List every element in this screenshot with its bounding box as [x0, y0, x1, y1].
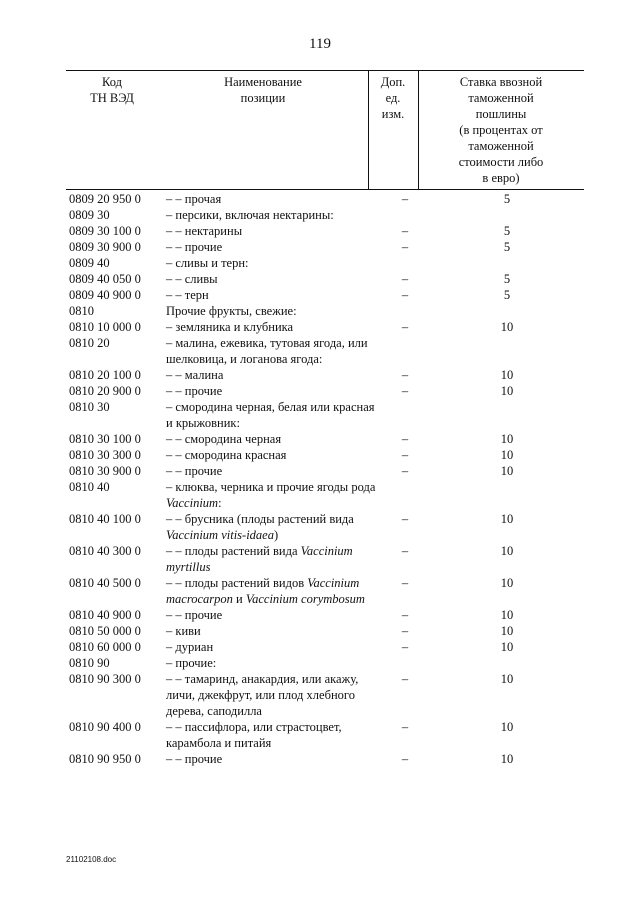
row-rate: 10 — [500, 432, 514, 446]
row-code: 0810 20 900 0 — [69, 384, 141, 398]
row-rate: 10 — [500, 464, 514, 478]
row-unit: – — [401, 192, 409, 206]
row-name-segment: Vaccinium corymbosum — [245, 592, 365, 606]
row-name — [161, 543, 378, 575]
table-row — [66, 511, 584, 543]
row-name — [161, 655, 378, 671]
row-rate: 10 — [500, 624, 514, 638]
table-row — [66, 671, 584, 719]
row-unit — [378, 335, 432, 367]
row-name — [161, 255, 378, 271]
row-unit: – — [401, 672, 409, 686]
table-row — [66, 463, 584, 479]
table-row — [66, 543, 584, 575]
row-code: 0809 30 — [69, 208, 110, 222]
row-name — [161, 287, 378, 303]
header-code: Код ТН ВЭД — [90, 75, 134, 105]
footer-filename: 21102108.doc — [66, 855, 117, 864]
row-unit: – — [401, 576, 409, 590]
row-name-segment: – – прочие — [166, 752, 223, 766]
row-name-segment: – – нектарины — [166, 224, 243, 238]
row-rate: 5 — [503, 192, 511, 206]
row-unit — [378, 479, 432, 511]
table-row — [66, 335, 584, 367]
row-rate: 10 — [500, 672, 514, 686]
row-name-segment: Vaccinium — [166, 496, 219, 510]
row-unit: – — [401, 240, 409, 254]
table-row — [66, 575, 584, 607]
table-top-rule — [66, 70, 584, 71]
row-name-segment: – – прочие — [166, 464, 223, 478]
page-number: 119 — [309, 36, 331, 52]
row-rate: 10 — [500, 544, 514, 558]
row-unit: – — [401, 272, 409, 286]
table-row — [66, 655, 584, 671]
table-row — [66, 255, 584, 271]
row-name — [161, 191, 378, 207]
row-name — [161, 463, 378, 479]
row-name-segment: – – смородина красная — [166, 448, 287, 462]
row-rate: 10 — [500, 512, 514, 526]
row-name — [161, 719, 378, 751]
row-name-segment: : — [218, 496, 222, 510]
row-name — [161, 447, 378, 463]
row-rate: 10 — [500, 320, 514, 334]
row-unit — [378, 655, 432, 671]
row-name — [161, 639, 378, 655]
row-name — [161, 383, 378, 399]
row-name-segment: – киви — [166, 624, 201, 638]
row-rate: 10 — [500, 576, 514, 590]
row-name-segment: – – плоды растений вида — [166, 544, 301, 558]
row-name-segment: Vaccinium macrocarpon — [166, 576, 360, 606]
row-name-segment: – – прочие — [166, 608, 223, 622]
row-unit — [378, 207, 432, 223]
row-code: 0810 90 950 0 — [69, 752, 141, 766]
row-name-segment: – – брусника (плоды растений вида — [166, 512, 354, 526]
row-name-segment: – персики, включая нектарины: — [166, 208, 334, 222]
row-name — [161, 623, 378, 639]
row-code: 0810 40 — [69, 480, 110, 494]
row-rate — [432, 399, 582, 431]
row-name-segment: – клюква, черника и прочие ягоды рода — [166, 480, 376, 494]
row-name-segment: – – прочие — [166, 384, 223, 398]
row-name-segment: Vaccinium vitis-idaea — [166, 528, 274, 542]
row-code: 0810 — [69, 304, 94, 318]
row-name-segment: ) — [273, 528, 279, 542]
row-unit: – — [401, 544, 409, 558]
row-code: 0810 30 900 0 — [69, 464, 141, 478]
row-name-segment: – – пассифлора, или страстоцвет, карамбола и питайя — [166, 720, 342, 750]
row-code: 0810 90 300 0 — [69, 672, 141, 686]
row-unit: – — [401, 608, 409, 622]
row-name-segment: и — [232, 592, 246, 606]
row-code: 0810 40 300 0 — [69, 544, 141, 558]
table-row — [66, 207, 584, 223]
header-name: Наименование позиции — [224, 75, 302, 105]
row-unit: – — [401, 320, 409, 334]
row-rate — [432, 479, 582, 511]
row-code: 0809 20 950 0 — [69, 192, 141, 206]
row-name-segment: – – сливы — [166, 272, 218, 286]
row-rate: 5 — [503, 224, 511, 238]
row-unit — [378, 303, 432, 319]
row-unit — [378, 255, 432, 271]
tariff-table-body — [66, 191, 584, 767]
table-row — [66, 319, 584, 335]
header-rate: Ставка ввозной таможенной пошлины (в процентах от таможенной стоимости либо в евро) — [458, 75, 544, 185]
table-row — [66, 431, 584, 447]
row-rate: 10 — [500, 720, 514, 734]
row-rate — [432, 303, 582, 319]
row-name-segment: – – плоды растений видов — [166, 576, 308, 590]
row-rate: 10 — [500, 384, 514, 398]
table-row — [66, 719, 584, 751]
row-name — [161, 671, 378, 719]
table-row — [66, 607, 584, 623]
row-unit: – — [401, 464, 409, 478]
row-name — [161, 431, 378, 447]
table-row — [66, 239, 584, 255]
row-unit: – — [401, 368, 409, 382]
row-name-segment: – прочие: — [166, 656, 217, 670]
row-code: 0809 40 900 0 — [69, 288, 141, 302]
row-rate — [432, 255, 582, 271]
row-name — [161, 319, 378, 335]
row-name — [161, 367, 378, 383]
row-code: 0810 90 400 0 — [69, 720, 141, 734]
row-code: 0810 20 — [69, 336, 110, 350]
row-rate — [432, 335, 582, 367]
row-rate: 10 — [500, 752, 514, 766]
row-unit: – — [401, 432, 409, 446]
table-row — [66, 751, 584, 767]
row-code: 0810 90 — [69, 656, 110, 670]
table-row — [66, 623, 584, 639]
row-rate: 5 — [503, 240, 511, 254]
row-name-segment: – земляника и клубника — [166, 320, 294, 334]
row-unit: – — [401, 384, 409, 398]
row-name-segment: Прочие фрукты, свежие: — [166, 304, 297, 318]
table-row — [66, 479, 584, 511]
row-name-segment: – – прочие — [166, 240, 223, 254]
row-rate — [432, 655, 582, 671]
row-code: 0810 40 500 0 — [69, 576, 141, 590]
row-name-segment: – смородина черная, белая или красная и крыжовник: — [166, 400, 375, 430]
row-name-segment: – сливы и терн: — [166, 256, 249, 270]
row-name — [161, 239, 378, 255]
row-rate: 10 — [500, 608, 514, 622]
table-row — [66, 367, 584, 383]
row-code: 0810 10 000 0 — [69, 320, 141, 334]
row-code: 0810 30 — [69, 400, 110, 414]
row-name — [161, 479, 378, 511]
row-name — [161, 335, 378, 367]
row-rate: 5 — [503, 288, 511, 302]
row-name — [161, 511, 378, 543]
row-name-segment: – – терн — [166, 288, 209, 302]
row-name — [161, 303, 378, 319]
row-rate: 10 — [500, 368, 514, 382]
row-code: 0810 60 000 0 — [69, 640, 141, 654]
row-rate: 5 — [503, 272, 511, 286]
row-name-segment: – дуриан — [166, 640, 214, 654]
row-code: 0810 40 100 0 — [69, 512, 141, 526]
row-name — [161, 575, 378, 607]
row-name — [161, 207, 378, 223]
header-bottom-rule — [66, 189, 584, 190]
row-unit: – — [401, 288, 409, 302]
row-name — [161, 271, 378, 287]
header-unit: Доп. ед. изм. — [380, 75, 406, 121]
row-code: 0809 40 — [69, 256, 110, 270]
row-unit: – — [401, 624, 409, 638]
row-code: 0809 40 050 0 — [69, 272, 141, 286]
row-unit: – — [401, 640, 409, 654]
row-code: 0809 30 100 0 — [69, 224, 141, 238]
row-name-segment: – – прочая — [166, 192, 222, 206]
row-code: 0810 20 100 0 — [69, 368, 141, 382]
row-rate — [432, 207, 582, 223]
row-code: 0810 30 300 0 — [69, 448, 141, 462]
row-unit: – — [401, 720, 409, 734]
row-rate: 10 — [500, 448, 514, 462]
table-row — [66, 287, 584, 303]
row-rate: 10 — [500, 640, 514, 654]
row-name — [161, 607, 378, 623]
table-row — [66, 191, 584, 207]
row-code: 0809 30 900 0 — [69, 240, 141, 254]
row-code: 0810 50 000 0 — [69, 624, 141, 638]
row-unit: – — [401, 224, 409, 238]
table-row — [66, 447, 584, 463]
table-row — [66, 383, 584, 399]
row-unit: – — [401, 448, 409, 462]
row-name-segment: Vaccinium myrtillus — [166, 544, 353, 574]
table-row — [66, 639, 584, 655]
row-name — [161, 223, 378, 239]
row-name-segment: – – малина — [166, 368, 224, 382]
row-name-segment: – – смородина черная — [166, 432, 282, 446]
row-code: 0810 30 100 0 — [69, 432, 141, 446]
table-row — [66, 399, 584, 431]
table-row — [66, 271, 584, 287]
row-name-segment: – – тамаринд, анакардия, или акажу, личи, джекфрут, или плод хлебного дерева, саподилла — [166, 672, 359, 718]
row-name — [161, 751, 378, 767]
row-code: 0810 40 900 0 — [69, 608, 141, 622]
row-name — [161, 399, 378, 431]
table-row — [66, 303, 584, 319]
row-unit: – — [401, 512, 409, 526]
row-name-segment: – малина, ежевика, тутовая ягода, или шелковица, и логанова ягода: — [166, 336, 368, 366]
row-unit — [378, 399, 432, 431]
table-row — [66, 223, 584, 239]
row-unit: – — [401, 752, 409, 766]
